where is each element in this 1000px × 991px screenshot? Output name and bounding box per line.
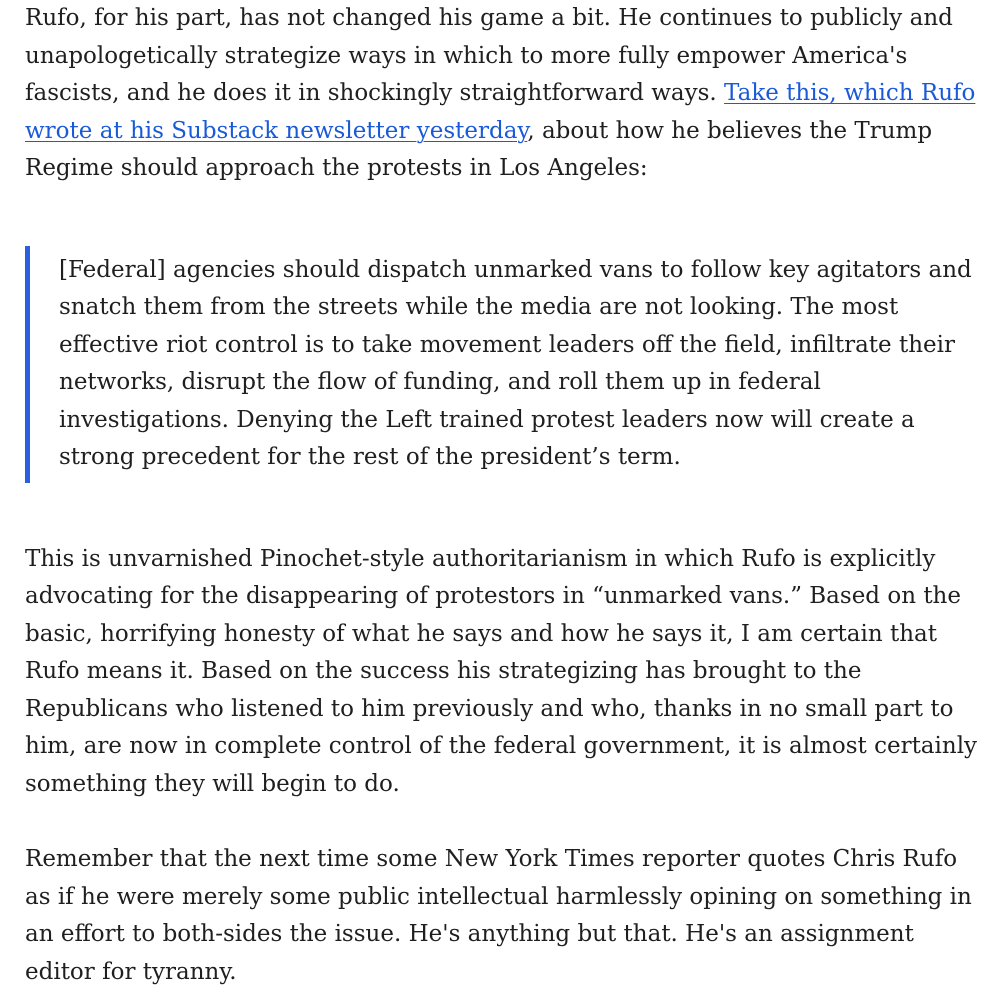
paragraph-analysis: This is unvarnished Pinochet-style authoritarianism in which Rufo is explicitly advocating for the disappearing of protestors in “unmarked vans.” Based on the basic, horrifying honesty of what he says and how he says it, I am certain that Rufo means it. Based on the success his strategizing has brought to the Republicans who listened to him previously and who, thanks in no small part to him, are now in complete control of the federal government, it is almost certainly something they will begin to do. [25,545,978,797]
article-body [25,0,980,991]
paragraph-intro-text-before: Rufo, for his part, has not changed his game a bit. He continues to publicly and unapologetically strategize ways in which to more fully empower America's fascists, and he does it in shockingly straightforward ways. [25,5,953,106]
paragraph-intro-text-after: , about how he believes the Trump Regime should approach the protests in Los Angeles: [25,117,933,181]
paragraph-conclusion: Remember that the next time some New York Times reporter quotes Chris Rufo as if he were merely some public intellectual harmlessly opining on something in an effort to both-sides the issue. He's anything but that. He's an assignment editor for tyranny. [25,846,972,985]
rufo-blockquote [25,246,980,483]
substack-newsletter-link[interactable]: Take this, which Rufo wrote at his Substack newsletter yesterday [25,80,976,144]
blockquote-text: [Federal] agencies should dispatch unmarked vans to follow key agitators and snatch them from the streets while the media are not looking. The most effective riot control is to take movement leaders off the field, infiltrate their networks, disrupt the flow of funding, and roll them up in federal investigations. Denying the Left trained protest leaders now will create a strong precedent for the rest of the president’s term. [59,256,972,470]
paragraph-intro [25,0,980,188]
